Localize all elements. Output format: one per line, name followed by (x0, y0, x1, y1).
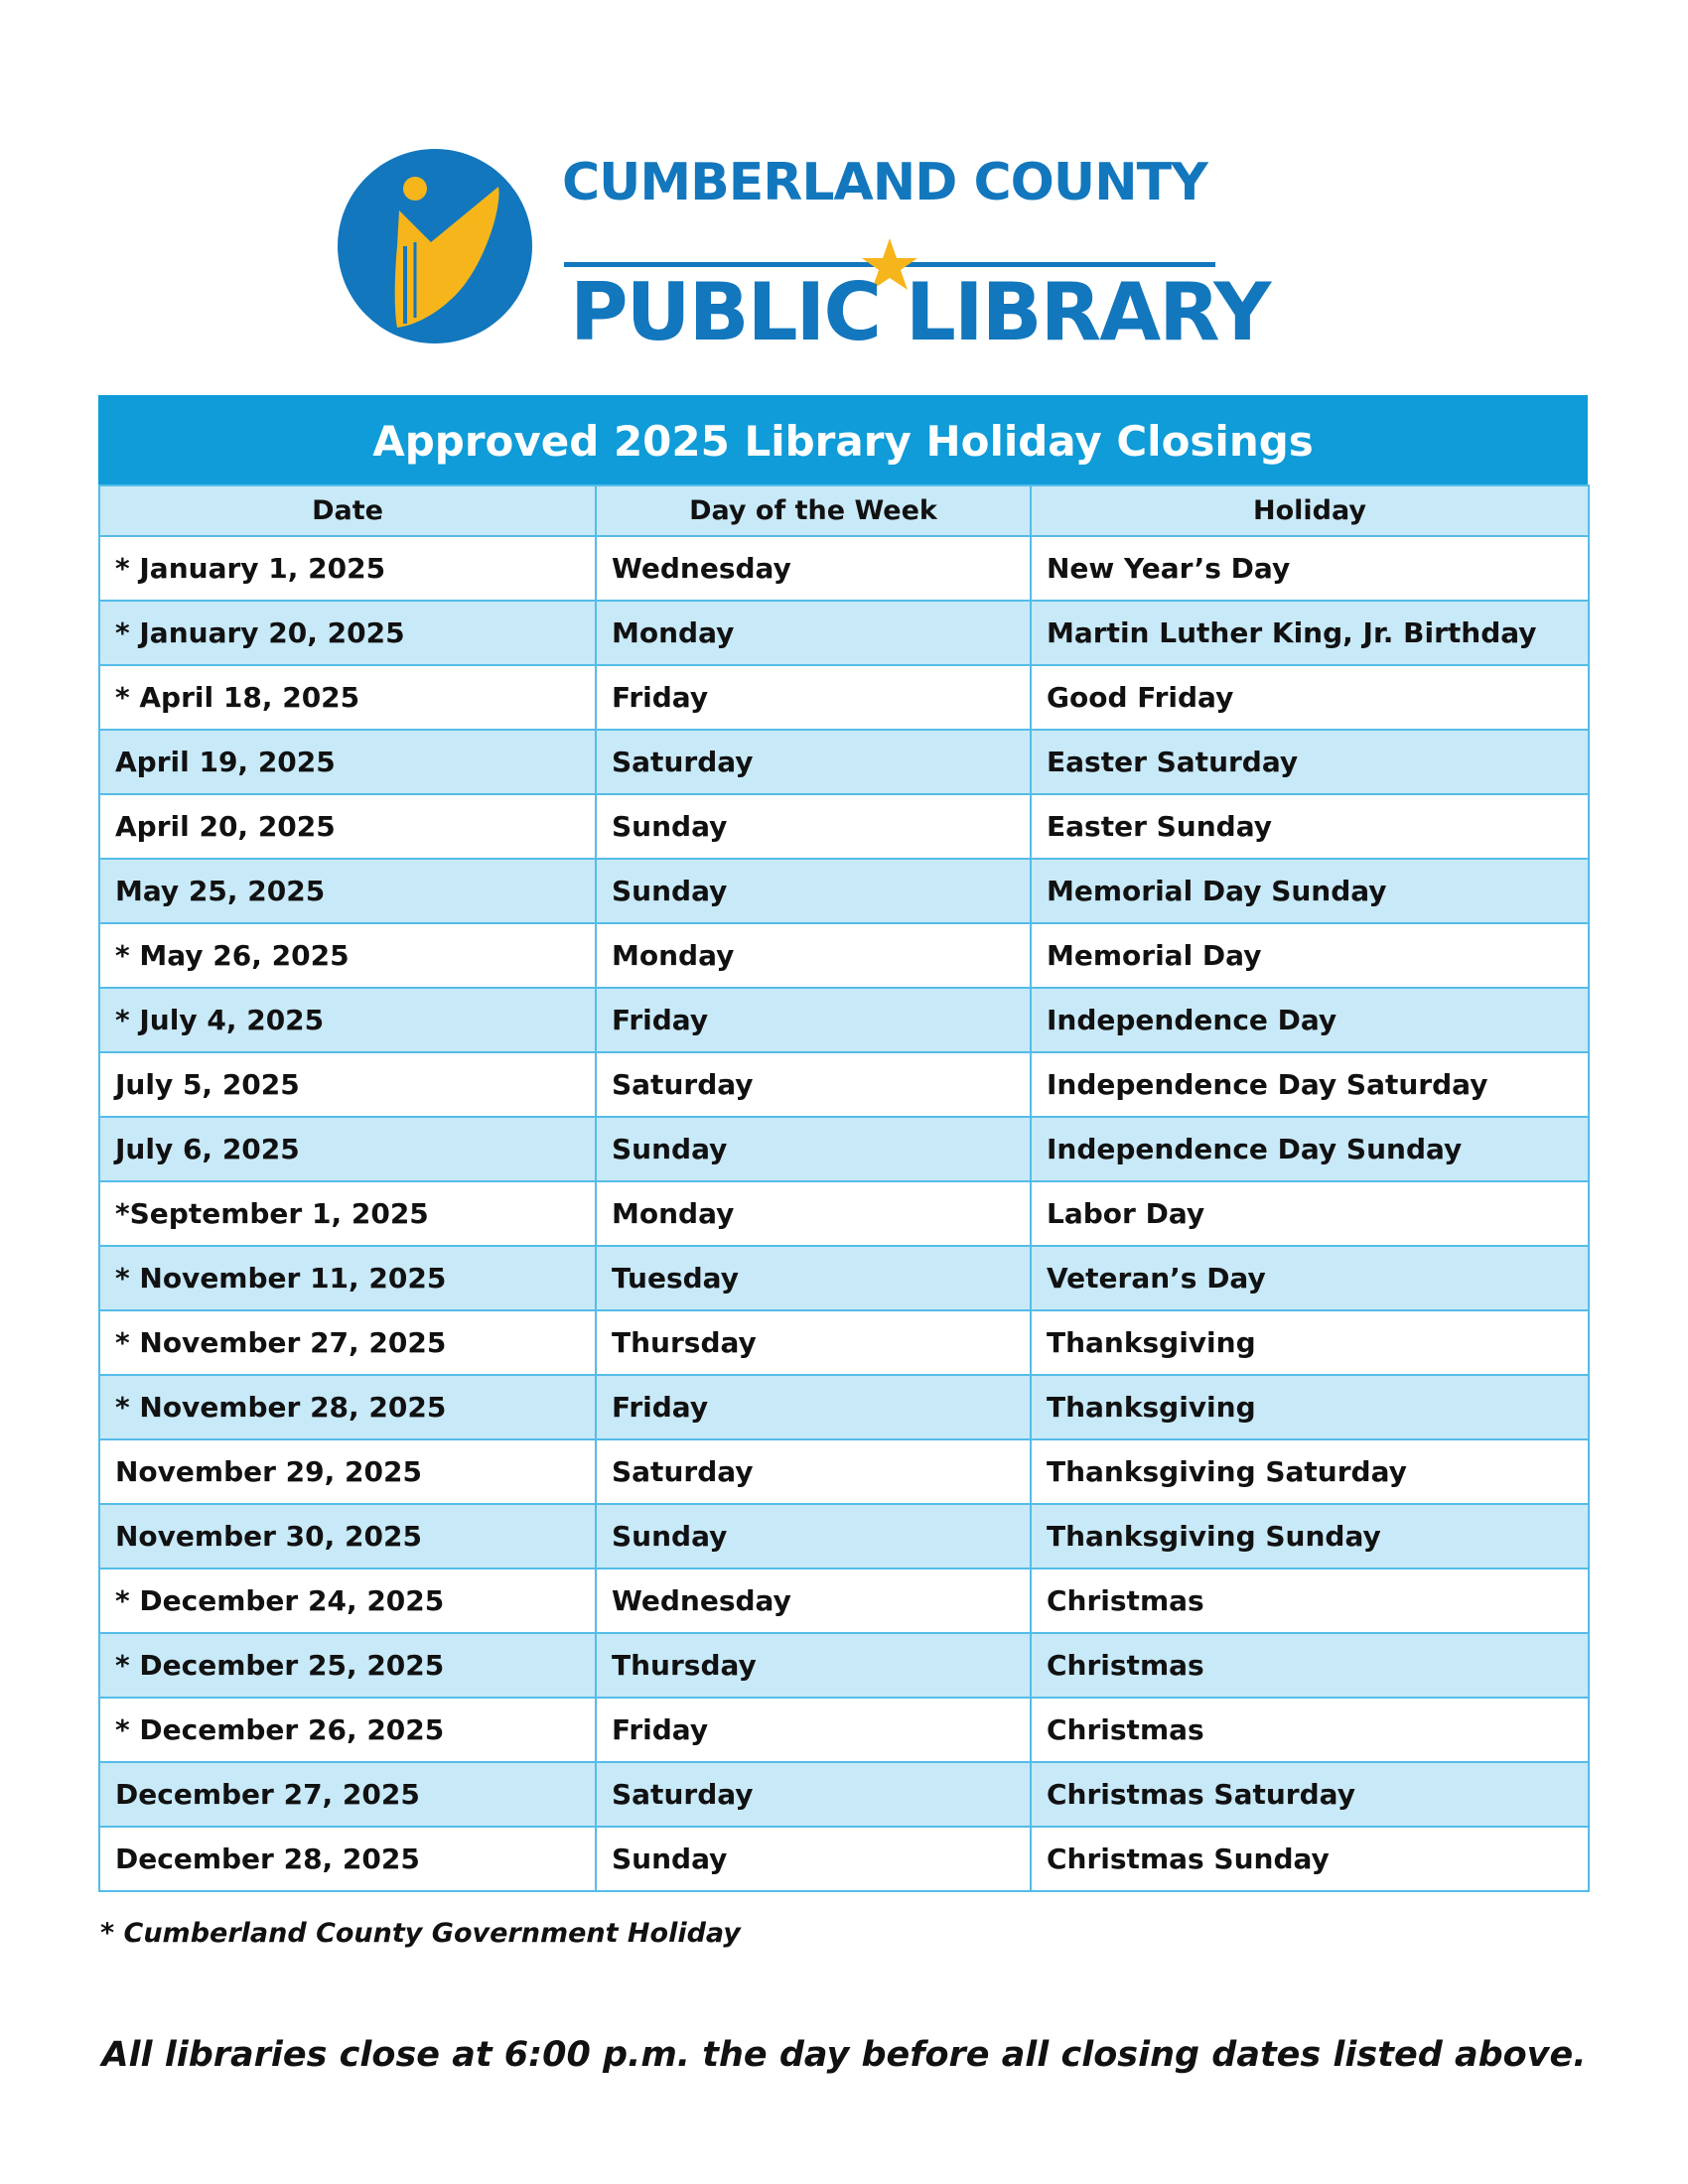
cell-date: July 6, 2025 (99, 1117, 596, 1181)
cell-day: Friday (596, 1698, 1031, 1762)
cell-day: Tuesday (596, 1246, 1031, 1310)
cell-date: * December 24, 2025 (99, 1569, 596, 1633)
cell-holiday: Christmas (1031, 1569, 1589, 1633)
table-row (99, 794, 1589, 859)
cell-day: Sunday (596, 1117, 1031, 1181)
cell-holiday: Memorial Day Sunday (1031, 859, 1589, 923)
cell-date: November 29, 2025 (99, 1439, 596, 1504)
cell-date: December 27, 2025 (99, 1762, 596, 1827)
cell-date: * December 26, 2025 (99, 1698, 596, 1762)
cell-holiday: New Year’s Day (1031, 536, 1589, 601)
cell-date: July 5, 2025 (99, 1052, 596, 1117)
table-row (99, 1569, 1589, 1633)
cell-holiday: Thanksgiving (1031, 1375, 1589, 1439)
brand-line-1: CUMBERLAND COUNTY (562, 153, 1207, 212)
cell-holiday: Thanksgiving (1031, 1310, 1589, 1375)
cell-date: April 19, 2025 (99, 730, 596, 794)
table-row (99, 601, 1589, 665)
header-holiday: Holiday (1031, 485, 1589, 536)
table-row (99, 1310, 1589, 1375)
cell-holiday: Veteran’s Day (1031, 1246, 1589, 1310)
cell-holiday: Labor Day (1031, 1181, 1589, 1246)
closings-grid (98, 484, 1590, 1892)
cell-date: November 30, 2025 (99, 1504, 596, 1569)
cell-day: Monday (596, 1181, 1031, 1246)
cell-date: * January 20, 2025 (99, 601, 596, 665)
table-row (99, 1246, 1589, 1310)
cell-day: Sunday (596, 1504, 1031, 1569)
cell-date: April 20, 2025 (99, 794, 596, 859)
cell-date: *September 1, 2025 (99, 1181, 596, 1246)
table-title: Approved 2025 Library Holiday Closings (98, 395, 1588, 484)
footnote: * Cumberland County Government Holiday (100, 1918, 741, 1949)
table-row (99, 1633, 1589, 1698)
table-row (99, 1439, 1589, 1504)
cell-date: * July 4, 2025 (99, 988, 596, 1052)
cell-holiday: Christmas (1031, 1633, 1589, 1698)
cell-date: * November 28, 2025 (99, 1375, 596, 1439)
table-row (99, 1504, 1589, 1569)
cell-date: * May 26, 2025 (99, 923, 596, 988)
library-logo (336, 147, 1270, 358)
cell-holiday: Thanksgiving Saturday (1031, 1439, 1589, 1504)
cell-day: Monday (596, 601, 1031, 665)
cell-day: Saturday (596, 1439, 1031, 1504)
cell-holiday: Martin Luther King, Jr. Birthday (1031, 601, 1589, 665)
header-date: Date (99, 485, 596, 536)
cell-day: Thursday (596, 1310, 1031, 1375)
table-row (99, 536, 1589, 601)
cell-day: Friday (596, 988, 1031, 1052)
table-row (99, 1698, 1589, 1762)
table-row (99, 988, 1589, 1052)
cell-holiday: Independence Day Sunday (1031, 1117, 1589, 1181)
cell-day: Thursday (596, 1633, 1031, 1698)
table-row (99, 1827, 1589, 1891)
cell-holiday: Easter Saturday (1031, 730, 1589, 794)
header-day: Day of the Week (596, 485, 1031, 536)
cell-holiday: Christmas (1031, 1698, 1589, 1762)
cell-day: Friday (596, 1375, 1031, 1439)
table-body (99, 536, 1589, 1891)
holiday-closings-table (98, 395, 1588, 1892)
cell-day: Sunday (596, 859, 1031, 923)
cell-day: Saturday (596, 730, 1031, 794)
brand-line-2: PUBLIC LIBRARY (570, 266, 1270, 358)
cell-date: * January 1, 2025 (99, 536, 596, 601)
cell-holiday: Independence Day (1031, 988, 1589, 1052)
table-row (99, 1181, 1589, 1246)
cell-date: December 28, 2025 (99, 1827, 596, 1891)
cell-date: May 25, 2025 (99, 859, 596, 923)
cell-day: Saturday (596, 1762, 1031, 1827)
cell-day: Monday (596, 923, 1031, 988)
cell-holiday: Memorial Day (1031, 923, 1589, 988)
table-row (99, 665, 1589, 730)
cell-holiday: Good Friday (1031, 665, 1589, 730)
closing-note: All libraries close at 6:00 p.m. the day before all closing dates listed above. (101, 2035, 1587, 2075)
cell-day: Friday (596, 665, 1031, 730)
header-row (99, 485, 1589, 536)
cell-date: * December 25, 2025 (99, 1633, 596, 1698)
table-row (99, 1052, 1589, 1117)
library-person-logo-icon (336, 147, 534, 345)
cell-day: Wednesday (596, 536, 1031, 601)
cell-date: * November 11, 2025 (99, 1246, 596, 1310)
table-row (99, 923, 1589, 988)
cell-day: Sunday (596, 1827, 1031, 1891)
cell-day: Sunday (596, 794, 1031, 859)
cell-date: * April 18, 2025 (99, 665, 596, 730)
cell-holiday: Independence Day Saturday (1031, 1052, 1589, 1117)
cell-holiday: Easter Sunday (1031, 794, 1589, 859)
cell-holiday: Christmas Saturday (1031, 1762, 1589, 1827)
table-row (99, 859, 1589, 923)
table-row (99, 730, 1589, 794)
table-row (99, 1762, 1589, 1827)
cell-day: Wednesday (596, 1569, 1031, 1633)
cell-day: Saturday (596, 1052, 1031, 1117)
table-row (99, 1375, 1589, 1439)
cell-holiday: Christmas Sunday (1031, 1827, 1589, 1891)
cell-date: * November 27, 2025 (99, 1310, 596, 1375)
table-row (99, 1117, 1589, 1181)
cell-holiday: Thanksgiving Sunday (1031, 1504, 1589, 1569)
